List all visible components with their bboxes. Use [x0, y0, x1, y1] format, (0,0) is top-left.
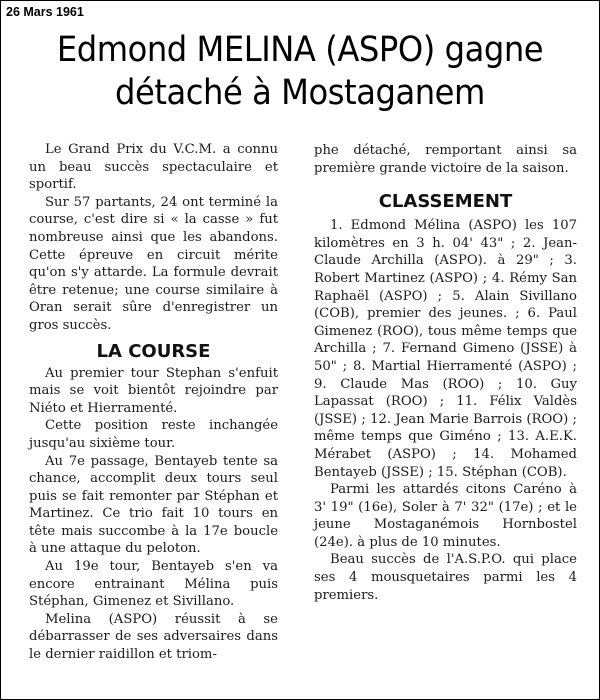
right-column	[314, 142, 577, 604]
paragraph-continued: Melina (ASPO) réussit à se débarrasser de ses adversaires dans le dernier raidillon et triom-	[29, 611, 278, 663]
results-list: 1. Edmond Mélina (ASPO) les 107 kilomètres en 3 h. 04' 43" ; 2. Jean-Claude Archilla (ASPO). à 29" ; 3. Robert Martinez (ASPO) ; 4. Rémy San Raphaël (ASPO) ; 5. Alain Sivillano (COB), premier des jeunes. ; 6. Paul Gimenez (ROO), tous même temps que Archilla ; 7. Fernand Gimeno (JSSE) à 50" ; 8. Martial Hierramenté (ASPO) ; 9. Claude Mas (ROO) ; 10. Guy Lapassat (ROO) ; 11. Félix Valdès (JSSE) ; 12. Jean Marie Barrois (ROO) ; même temps que Giméno ; 13. A.E.K. Mérabet (ASPO) ; 14. Mohamed Bentayeb (JSSE) ; 15. Stéphan (COB).	[314, 218, 577, 480]
paragraph-continuation: phe détaché, remportant ainsi sa première grande victoire de la saison.	[314, 143, 577, 176]
paragraph: Sur 57 partants, 24 ont terminé la course, c'est dire si « la casse » fut nombreuse ainsi que les abandons. Cette épreuve en circuit mérite qu'on s'y attarde. La formule devrait être retenue; une course similaire à Oran serait sûre d'enregistrer un gros succès.	[29, 194, 278, 333]
headline-line-2: détaché à Mostaganem	[115, 73, 485, 113]
paragraph: Parmi les attardés citons Caréno à 3' 19" (16e), Soler à 7' 32" (17e) ; et le jeune Mostaganémois Hornbostel (24e). à plus de 10 minutes.	[314, 482, 577, 550]
paragraph: Au 19e tour, Bentayeb s'en va encore entrainant Mélina puis Stéphan, Gimenez et Sivillano.	[29, 559, 278, 610]
section-heading-la-course: LA COURSE	[96, 340, 211, 362]
paragraph: Au 7e passage, Bentayeb tente sa chance, accomplit deux tours seul puis se fait remonter par Stéphan et Martinez. Ce trio fait 10 tours en tête mais succombe à la 17e boucle à une attaque du peloton.	[29, 453, 278, 557]
headline-line-1: Edmond MELINA (ASPO) gagne	[56, 30, 544, 70]
paragraph: Le Grand Prix du V.C.M. a connu un beau succès spectaculaire et sportif.	[29, 142, 278, 193]
article-date: 26 Mars 1961	[6, 5, 84, 19]
paragraph: Au premier tour Stephan s'enfuit mais se voit bientôt rejoindre par Niéto et Hierramenté.	[29, 365, 278, 416]
paragraph: Cette position reste inchangée jusqu'au sixième tour.	[29, 418, 278, 451]
section-heading-classement: CLASSEMENT	[378, 191, 513, 213]
left-column	[29, 141, 278, 664]
headline	[25, 29, 575, 115]
paragraph: Beau succès de l'A.S.P.O. qui place ses 4 mousquetaires parmi les 4 premiers.	[314, 552, 577, 603]
